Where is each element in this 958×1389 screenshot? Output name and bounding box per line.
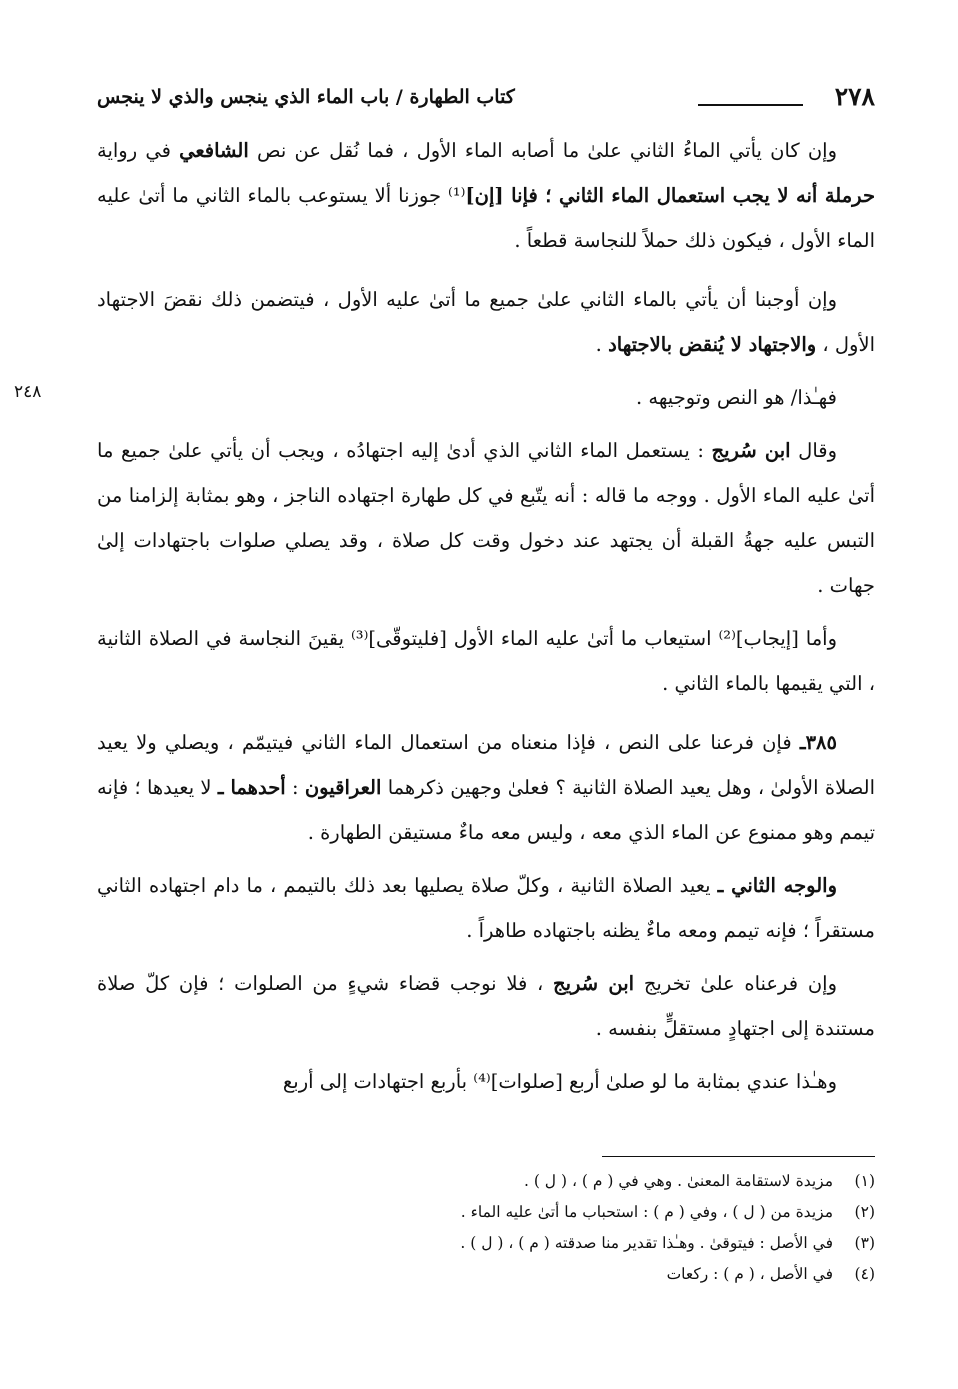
footnote-ref: ⁽²⁾ <box>718 627 736 650</box>
text-segment: أحدهما ـ <box>217 776 286 799</box>
text-segment: حرملة <box>824 184 875 207</box>
paragraph <box>97 375 875 420</box>
footnotes <box>300 1166 875 1290</box>
text-segment: : يستعمل الماء الثاني الذي أدىٰ إليه اجتهادُه ، ويجب أن يأتي علىٰ جميع ما أتىٰ عليه الماء الأول . ووجه ما قاله : أنه يتّبع في كل طهارة اجتهاده الناجز ، وهو بمثابة إلزامنا من التبس عليه جهةُ القبلة أن يجتهد عند دخول وقت كل صلاة ، وقد يصلي صلوات باجتهادات إلىٰ جهات . <box>97 439 875 597</box>
footnote-text: مزيدة من ( ل ) ، وفي ( م ) : استحباب ما أتىٰ عليه الماء . <box>460 1203 833 1221</box>
text-segment: . <box>595 333 609 356</box>
text-segment: فإن فرعنا على النص ، فإذا منعناه من استعمال الماء الثاني فيتيمّم ، ويصلي ولا يعيد الصلاة الأولىٰ ، وهل يعيد الصلاة الثانية ؟ فعلىٰ وجهين ذكرهما <box>97 731 875 799</box>
footnote-ref: ⁽¹⁾ <box>448 184 466 207</box>
text-segment: وإن فرعناه علىٰ تخريج <box>634 972 837 995</box>
page-header <box>97 82 875 122</box>
paragraph <box>97 428 875 608</box>
text-segment: جوزنا ألا يستوعب بالماء الثاني ما أتىٰ عليه الماء الأول ، فيكون ذلك حملاً للنجاسة قطعاً . <box>97 184 875 252</box>
footnote-ref: ⁽⁴⁾ <box>473 1070 491 1093</box>
text-segment: أنه لا يجب استعمال الماء الثاني ؛ فإنا [إن] <box>465 184 825 207</box>
text-segment: ابن سُريج <box>553 972 635 995</box>
text-segment: في رواية <box>97 139 180 162</box>
footnote-number: (٢) <box>854 1203 875 1221</box>
text-segment: يقينَ النجاسة في الصلاة الثانية ، التي يقيمها بالماء الثاني . <box>97 627 875 695</box>
text-segment: استيعاب ما أتىٰ عليه الماء الأول [فليتوقّى] <box>368 627 719 650</box>
footnote-text: مزيدة لاستقامة المعنىٰ . وهي في ( م ) ، ( ل ) . <box>523 1172 833 1190</box>
footnote-text: في الأصل ، ( م ) : ركعات <box>666 1265 833 1283</box>
footnote-number: (١) <box>854 1172 875 1190</box>
text-segment: العراقيون <box>304 776 382 799</box>
footnote <box>300 1197 875 1228</box>
text-segment: والاجتهاد لا يُنقض بالاجتهاد <box>608 333 817 356</box>
footnote-ref: ⁽³⁾ <box>350 627 369 650</box>
footnote-number: (٤) <box>854 1265 875 1283</box>
footnote <box>300 1259 875 1290</box>
text-segment: وقال <box>790 439 838 462</box>
text-segment: وإن أوجبنا أن يأتي بالماء الثاني علىٰ جميع ما أتىٰ عليه الأول ، فيتضمن ذلك نقضَ الاجتهاد الأول ، <box>97 288 875 356</box>
page-number: ٢٧٨ <box>834 82 875 111</box>
text-segment: : <box>285 776 305 799</box>
main-text <box>97 128 875 1112</box>
text-segment: فهـٰذا/ هو النص وتوجيهه . <box>635 386 837 409</box>
footnote-text: في الأصل : فيتوقىٰ . وهـٰذا تقدير منا صدقته ( م ) ، ( ل ) . <box>460 1234 833 1252</box>
footnote <box>300 1228 875 1259</box>
text-segment: وأما [إيجاب] <box>735 627 837 650</box>
text-segment: وإن كان يأتي الماءُ الثاني علىٰ ما أصابه الماء الأول ، فما نُقل عن نص <box>248 139 838 162</box>
text-segment: الشافعي <box>179 139 249 162</box>
footnote-number: (٣) <box>854 1234 875 1252</box>
paragraph <box>97 128 875 263</box>
paragraph <box>97 1059 875 1104</box>
margin-manuscript-number: ٢٤٨ <box>14 382 42 402</box>
header-rule <box>698 104 803 106</box>
paragraph <box>97 863 875 953</box>
text-segment: بأربع اجتهادات إلى أربع <box>282 1070 474 1093</box>
footnote <box>300 1166 875 1197</box>
text-segment: ، فلا نوجب قضاء شيءٍ من الصلوات ؛ فإن كلّ صلاة مستندة إلى اجتهادٍ مستقلٍّ بنفسه . <box>97 972 875 1040</box>
text-segment: يعيد الصلاة الثانية ، وكلّ صلاة يصليها بعد ذلك بالتيمم ، ما دام اجتهاده الثاني مستقراً ؛ فإنه تيمم ومعه ماءٌ يظنه باجتهاده طاهراً . <box>97 874 875 942</box>
text-segment: وهـٰذا عندي بمثابة ما لو صلىٰ أربع [صلوات] <box>490 1070 837 1093</box>
text-segment: والوجه الثاني ـ <box>717 874 837 897</box>
paragraph <box>97 616 875 706</box>
text-segment: لا يعيدها ؛ فإنه تيمم وهو ممنوع عن الماء الذي معه ، وليس معه ماءٌ مستيقن الطهارة . <box>97 776 875 844</box>
footnote-rule <box>602 1156 875 1157</box>
running-title: كتاب الطهارة / باب الماء الذي ينجس والذي لا ينجس <box>97 86 515 108</box>
paragraph <box>97 277 875 367</box>
paragraph <box>97 720 875 855</box>
section-number: ٣٨٥ـ <box>799 731 837 754</box>
paragraph <box>97 961 875 1051</box>
text-segment: ابن سُريج <box>711 439 791 462</box>
